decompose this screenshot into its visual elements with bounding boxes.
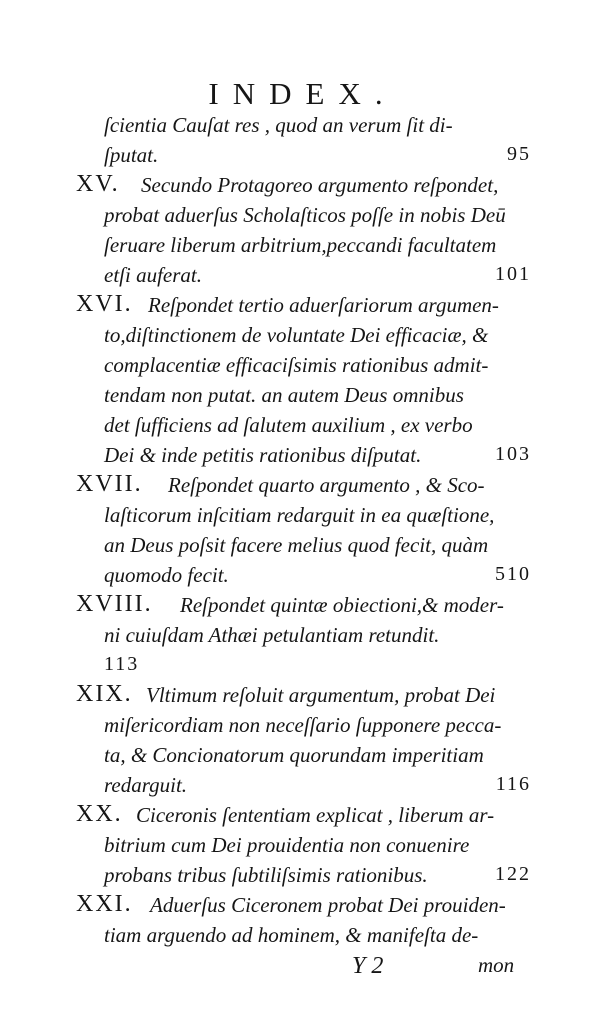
entry-xv: XV. Secundo Protagoreo argumento reſpondet, [76,171,499,197]
page-number: 116 [495,773,531,795]
page-number: 122 [495,863,531,885]
signature-mark: Y 2 [352,953,384,979]
page-number: 101 [495,263,531,285]
text-line: det ſufficiens ad ſalutem auxilium , ex verbo [104,413,473,437]
page-footer [0,953,591,987]
entry-numeral: XX. [76,801,123,827]
text-line: tiam arguendo ad hominem, & manifeſta de- [104,923,479,947]
text-line: complacentiæ efficaciſsimis rationibus admit- [104,353,489,377]
text-line: to,diſtinctionem de voluntate Dei efficaciæ, & [104,323,489,347]
page-number: 103 [495,443,531,465]
text-line: an Deus poſsit facere melius quod fecit, quàm [104,533,489,557]
text-line: probans tribus ſubtiliſsimis rationibus. 122 [104,863,531,887]
page-header: INDEX. [208,76,397,111]
entry-numeral: XXI. [76,891,133,917]
text-line: ſeruare liberum arbitrium,peccandi facultatem [104,233,497,257]
text-line: probat aduerſus Scholaſticos poſſe in nobis Deū [104,203,506,227]
entry-numeral: XVIII. [76,591,153,617]
entry-xviii: XVIII. Reſpondet quintæ obiectioni,& moder- [76,591,504,617]
page-number: 510 [495,563,531,585]
page-number: 113 [104,653,140,675]
entry-xvii: XVII. Reſpondet quarto argumento , & Sco- [76,471,485,497]
text-line: bitrium cum Dei prouidentia non conuenire [104,833,470,857]
entry-xvi: XVI. Reſpondet tertio aduerſariorum argumen- [76,291,499,317]
text-line: tendam non putat. an autem Deus omnibus [104,383,464,407]
entry-xxi: XXI. Aduerſus Ciceronem probat Dei prouiden- [76,891,506,917]
entry-numeral: XIX. [76,681,133,707]
text-line: ſputat. 95 [104,143,531,167]
text-line: redarguit. 116 [104,773,531,797]
text-line: etſi auferat. 101 [104,263,531,287]
text-line: ta, & Concionatorum quorundam imperitiam [104,743,484,767]
entry-xix: XIX. Vltimum reſoluit argumentum, probat Dei [76,681,496,707]
page-number: 95 [507,143,531,165]
entry-numeral: XVII. [76,471,143,497]
entry-numeral: XVI. [76,291,133,317]
text-line: Dei & inde petitis rationibus diſputat. 103 [104,443,531,467]
text-line: ſcientia Cauſat res , quod an verum ſit di- [104,113,453,137]
catchword: mon [478,953,515,977]
text-line: ni cuiuſdam Athæi petulantiam retundit. [104,623,440,647]
text-line: quomodo fecit. 510 [104,563,531,587]
entry-numeral: XV. [76,171,120,197]
entry-xx: XX. Ciceronis ſententiam explicat , liberum ar- [76,801,495,827]
text-line: laſticorum inſcitiam redarguit in ea quæſtione, [104,503,495,527]
text-line: miſericordiam non neceſſario ſupponere pecca- [104,713,502,737]
